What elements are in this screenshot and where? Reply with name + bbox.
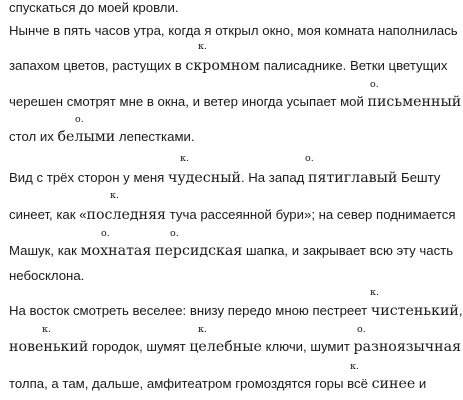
text-segment: Машук, как (9, 243, 81, 258)
highlighted-word: новенький (9, 339, 89, 355)
text-segment: На восток смотреть веселее: внизу передо мною пестреет (9, 303, 371, 318)
text-line-12 (9, 376, 426, 392)
highlighted-word: мохнатая (80, 243, 152, 259)
highlighted-word: синее (371, 376, 416, 392)
text-line-5 (9, 129, 195, 145)
text-segment: туча рассеянной бури»; на север поднимается (166, 207, 456, 222)
annotation-mark: к. (198, 324, 207, 335)
text-segment: запахом цветов, растущих в (9, 58, 186, 73)
annotation-mark: к. (180, 153, 189, 164)
text-segment: синеет, как « (9, 207, 87, 222)
text-segment: палисаднике. Ветки цветущих (259, 58, 448, 73)
highlighted-word: персидская (155, 243, 243, 259)
highlighted-word: письменный (367, 94, 462, 110)
text-segment: Нынче в пять часов утра, когда я открыл окно, моя комната наполнилась (9, 23, 458, 38)
highlighted-word: белыми (57, 129, 116, 145)
text-segment: городок, шумят (88, 339, 190, 354)
text-line-1 (9, 0, 179, 16)
text-segment: небосклона. (9, 268, 85, 283)
text-line-6 (9, 170, 440, 186)
highlighted-word: скромном (185, 58, 260, 74)
annotation-mark: к. (42, 324, 51, 335)
text-segment: , (458, 303, 463, 318)
annotation-mark: о. (101, 228, 110, 239)
text-segment: стол их (9, 129, 58, 144)
text-segment: шапка, и закрывает всю эту часть (242, 243, 454, 258)
text-segment: спускаться до моей кровли. (9, 0, 179, 15)
highlighted-word: разноязычная (353, 339, 462, 355)
annotation-mark: о. (305, 153, 314, 164)
text-segment: . На запад (240, 170, 309, 185)
highlighted-word: чистенький (370, 303, 459, 319)
highlighted-word: целебные (189, 339, 262, 355)
highlighted-word: пятиглавый (308, 170, 398, 186)
text-segment: черешен смотрят мне в окна, и ветер иногда усыпает мой (9, 94, 368, 109)
text-segment: и (415, 376, 427, 391)
text-segment: лепестками. (115, 129, 195, 144)
text-line-2 (9, 23, 458, 39)
text-line-10 (9, 303, 463, 319)
annotation-mark: к. (370, 287, 379, 298)
text-line-8 (9, 243, 453, 259)
text-segment: Бешту (397, 170, 441, 185)
annotation-mark: о. (370, 79, 379, 90)
annotation-mark: о. (75, 114, 84, 125)
text-line-3 (9, 58, 447, 74)
annotation-mark: к. (350, 361, 359, 372)
text-segment: толпа, а там, дальше, амфитеатром громоздятся горы всё (9, 376, 372, 391)
annotation-mark: о. (357, 324, 366, 335)
text-segment: Вид с трёх сторон у меня (9, 170, 168, 185)
text-line-9 (9, 268, 84, 284)
annotation-mark: к. (198, 41, 207, 52)
text-line-11 (9, 339, 461, 355)
highlighted-word: последняя (86, 207, 166, 223)
text-line-7 (9, 207, 456, 223)
highlighted-word: чудесный (167, 170, 241, 186)
text-segment: ключи, шумит (261, 339, 354, 354)
annotation-mark: о. (170, 228, 179, 239)
text-line-4 (9, 94, 461, 110)
annotation-mark: к. (110, 190, 119, 201)
